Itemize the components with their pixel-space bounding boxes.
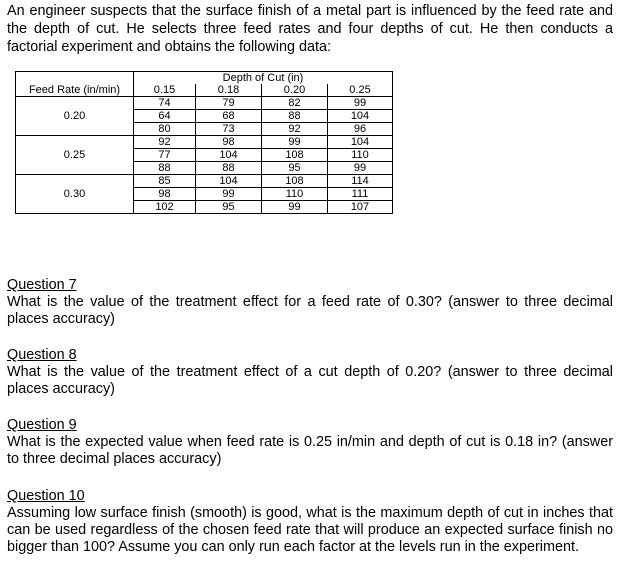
data-cell: 104 (328, 110, 393, 123)
table-row (16, 136, 393, 149)
feed-rate-cell (16, 162, 134, 175)
data-cell: 102 (134, 201, 196, 214)
table-subheader-row (16, 84, 393, 97)
question-9-text: What is the expected value when feed rate is 0.25 in/min and depth of cut is 0.18 in? (answer to three decimal places accuracy) (7, 434, 613, 467)
data-cell: 99 (196, 188, 262, 201)
data-cell: 95 (262, 162, 328, 175)
data-cell: 110 (262, 188, 328, 201)
question-7-text: What is the value of the treatment effect for a feed rate of 0.30? (answer to three decimal places accuracy) (7, 294, 613, 327)
table-row (16, 162, 393, 175)
data-cell: 99 (262, 201, 328, 214)
table-row (16, 201, 393, 214)
feed-rate-value: 0.20 (16, 110, 134, 123)
data-cell: 111 (328, 188, 393, 201)
data-cell: 74 (134, 97, 196, 110)
data-cell: 68 (196, 110, 262, 123)
data-cell: 79 (196, 97, 262, 110)
data-cell: 98 (196, 136, 262, 149)
question-10 (7, 488, 613, 556)
question-7-title: Question 7 (7, 277, 77, 293)
feed-rate-cell (16, 123, 134, 136)
depth-value: 0.15 (134, 84, 196, 97)
data-table (15, 71, 393, 214)
data-cell: 88 (134, 162, 196, 175)
data-cell: 104 (196, 175, 262, 188)
table-row (16, 175, 393, 188)
table-row (16, 149, 393, 162)
data-cell: 108 (262, 149, 328, 162)
feed-rate-header: Feed Rate (in/min) (16, 84, 134, 97)
problem-intro: An engineer suspects that the surface finish of a metal part is influenced by the feed rate and the depth of cut. He selects three feed rates and four depths of cut. He then conducts a factorial experiment and obtains the following data: (7, 3, 613, 55)
depth-value: 0.18 (196, 84, 262, 97)
feed-rate-cell (16, 201, 134, 214)
data-cell: 92 (262, 123, 328, 136)
data-cell: 92 (134, 136, 196, 149)
depth-value: 0.25 (328, 84, 393, 97)
question-8-text: What is the value of the treatment effect of a cut depth of 0.20? (answer to three decimal places accuracy) (7, 364, 613, 397)
depth-header: Depth of Cut (in) (134, 72, 393, 85)
table-row (16, 97, 393, 110)
question-7 (7, 277, 613, 328)
data-cell: 108 (262, 175, 328, 188)
feed-rate-cell (16, 175, 134, 188)
question-8-title: Question 8 (7, 347, 77, 363)
data-cell: 88 (196, 162, 262, 175)
data-cell: 77 (134, 149, 196, 162)
data-cell: 99 (262, 136, 328, 149)
table-row (16, 110, 393, 123)
data-cell: 85 (134, 175, 196, 188)
table-row (16, 188, 393, 201)
data-cell: 99 (328, 97, 393, 110)
data-cell: 104 (196, 149, 262, 162)
data-cell: 80 (134, 123, 196, 136)
data-cell: 88 (262, 110, 328, 123)
feed-rate-cell (16, 97, 134, 110)
corner-cell (16, 72, 134, 85)
data-cell: 96 (328, 123, 393, 136)
data-cell: 114 (328, 175, 393, 188)
depth-value: 0.20 (262, 84, 328, 97)
feed-rate-value: 0.30 (16, 188, 134, 201)
question-9 (7, 417, 613, 468)
data-cell: 99 (328, 162, 393, 175)
table-row (16, 123, 393, 136)
feed-rate-cell (16, 136, 134, 149)
table-header-row (16, 72, 393, 85)
data-cell: 64 (134, 110, 196, 123)
data-cell: 95 (196, 201, 262, 214)
data-cell: 82 (262, 97, 328, 110)
data-cell: 104 (328, 136, 393, 149)
question-10-title: Question 10 (7, 488, 85, 504)
data-cell: 107 (328, 201, 393, 214)
data-cell: 110 (328, 149, 393, 162)
data-cell: 98 (134, 188, 196, 201)
question-10-text: Assuming low surface finish (smooth) is good, what is the maximum depth of cut in inches that can be used regardless of the chosen feed rate that will produce an expected surface finish no bigger than 100? Assume you can only run each factor at the levels run in the experiment. (7, 505, 613, 555)
feed-rate-value: 0.25 (16, 149, 134, 162)
question-8 (7, 347, 613, 398)
question-9-title: Question 9 (7, 417, 77, 433)
data-cell: 73 (196, 123, 262, 136)
